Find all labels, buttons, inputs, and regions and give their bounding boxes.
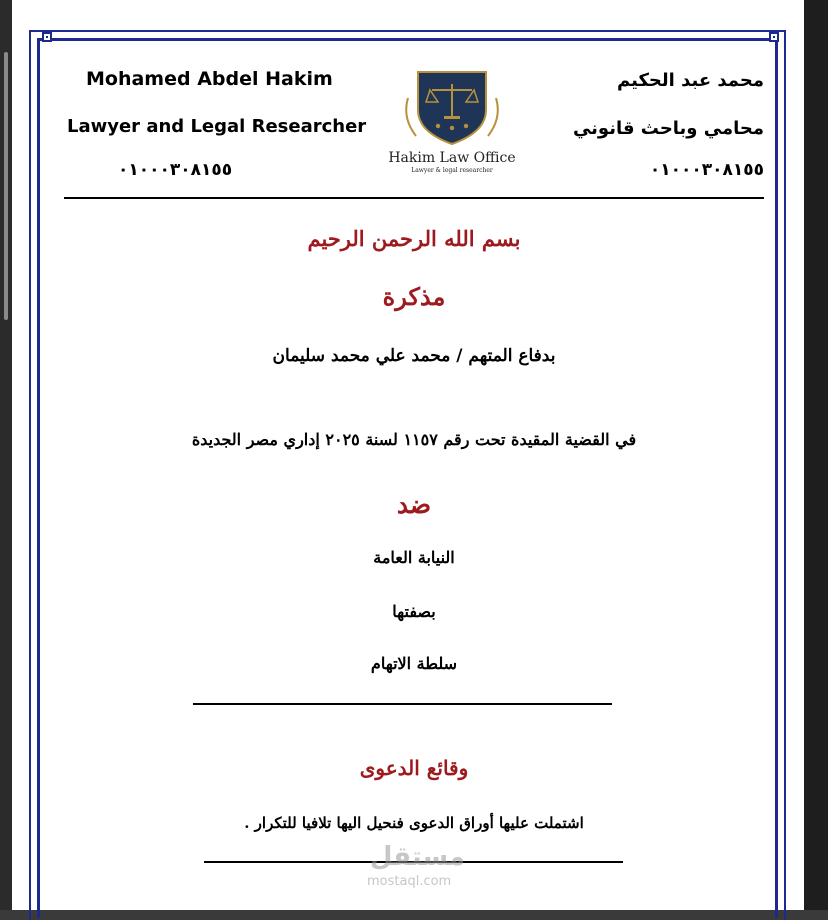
facts-text: اشتملت عليها أوراق الدعوى فنحيل اليها تلافيا للتكرار . (244, 814, 584, 832)
english-phone: ٠١٠٠٠٣٠٨١٥٥ (118, 160, 233, 180)
section-divider (193, 703, 612, 705)
law-office-logo (386, 68, 518, 180)
logo-name: Hakim Law Office (388, 150, 516, 166)
facts-heading: وقائع الدعوى (359, 756, 469, 780)
english-name: Mohamed Abdel Hakim (86, 68, 333, 90)
arabic-title: محامي وباحث قانوني (572, 118, 764, 139)
basmala: بسم الله الرحمن الرحيم (307, 226, 521, 251)
scrollbar-thumb[interactable] (4, 52, 8, 320)
party-capacity: بصفتها (392, 602, 436, 621)
memo-title: مذكرة (382, 282, 446, 311)
party-public-prosecution: النيابة العامة (373, 548, 455, 567)
arabic-phone: ٠١٠٠٠٣٠٨١٥٥ (649, 160, 764, 180)
logo-tagline: Lawyer & legal researcher (411, 167, 493, 174)
english-title: Lawyer and Legal Researcher (67, 116, 367, 137)
border-corner-ornament (42, 32, 52, 42)
case-line: في القضية المقيدة تحت رقم ١١٥٧ لسنة ٢٠٢٥ إداري مصر الجديدة (191, 430, 637, 449)
party-prosecution-authority: سلطة الاتهام (370, 654, 458, 673)
mostaql-watermark (355, 842, 465, 892)
watermark-url: mostaql.com (367, 874, 452, 889)
scales-shield-icon (386, 68, 518, 148)
border-corner-ornament (769, 32, 779, 42)
arabic-name: محمد عبد الحكيم (617, 70, 764, 91)
defense-line: بدفاع المتهم / محمد علي محمد سليمان (272, 346, 556, 366)
against-heading: ضد (396, 490, 432, 519)
header-divider (64, 197, 764, 199)
watermark-arabic: مستقل (369, 842, 465, 872)
